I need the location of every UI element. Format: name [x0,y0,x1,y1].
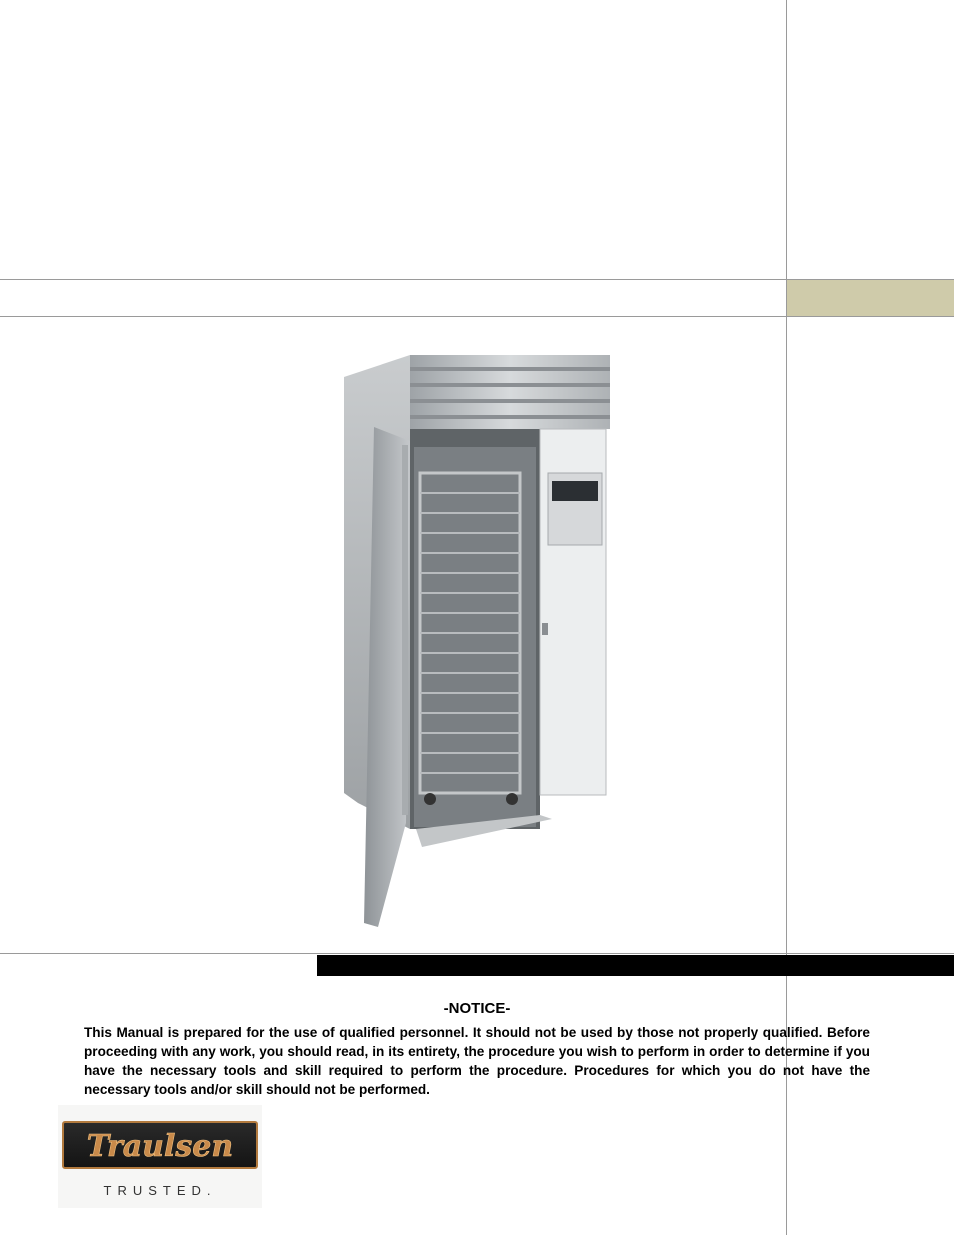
header-bottom-rule [0,316,954,317]
logo-wordmark [64,1123,256,1167]
photo-bottom-rule [0,953,954,954]
product-photo [340,353,612,929]
logo-brand-text: Traulsen [86,1129,234,1164]
notice-block [84,1000,870,1099]
logo-tagline: TRUSTED. [103,1183,217,1198]
section-tab [787,280,954,316]
notice-body: This Manual is prepared for the use of qualified personnel. It should not be used by those not properly qualified. Before proceeding with any work, you should read, in its entirety, the procedure you wish to perform in order to determine if you have the necessary tools and skill required to perform the procedure. Procedures for which you do not have the necessary tools and/or skill should not be performed. [84,1025,870,1097]
traulsen-logo [58,1105,262,1208]
notice-title: -NOTICE- [443,1000,511,1017]
logo-plate [62,1121,258,1169]
title-bar [317,955,954,976]
